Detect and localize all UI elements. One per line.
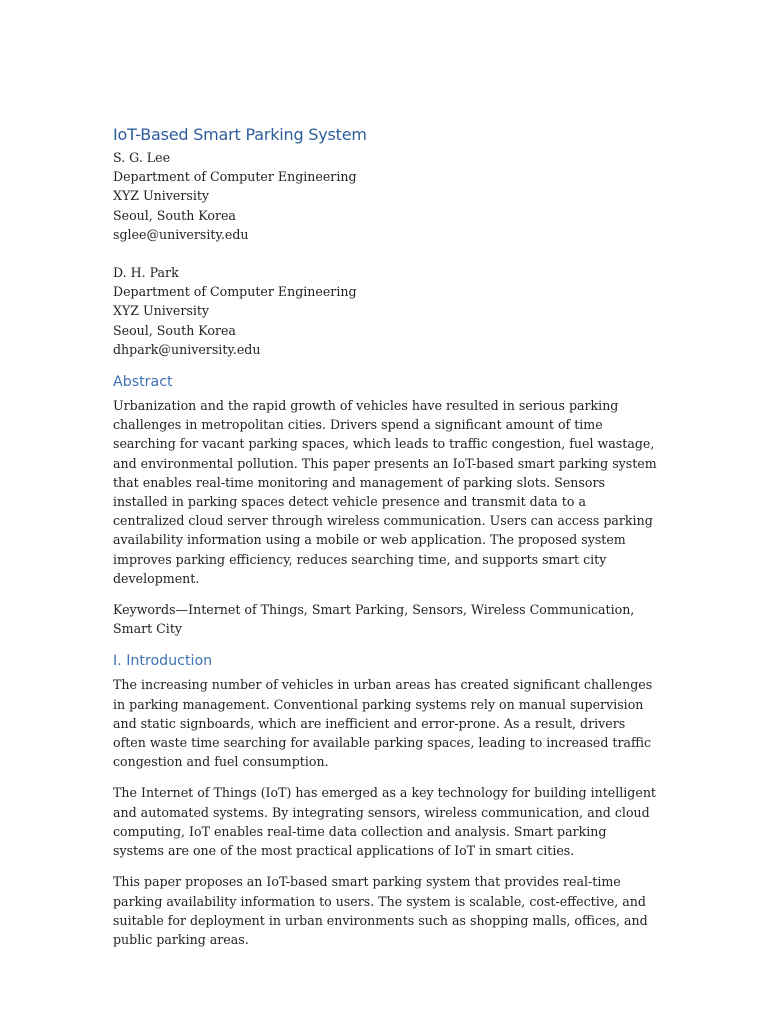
- abstract-heading: Abstract: [113, 374, 173, 391]
- introduction-section: [113, 651, 661, 949]
- author-department: Department of Computer Engineering: [113, 169, 357, 185]
- author-location: Seoul, South Korea: [113, 322, 236, 338]
- introduction-paragraph: The Internet of Things (IoT) has emerged as a key technology for building intelligent and automated systems. By integrating sensors, wireless communication, and cloud computing, IoT enables real-time data collection and analysis. Smart parking systems are one of the most practical applications of IoT in smart cities.: [113, 785, 656, 859]
- author-email: dhpark@university.edu: [113, 341, 261, 357]
- paper-title: IoT-Based Smart Parking System: [113, 125, 367, 144]
- author-university: XYZ University: [113, 188, 210, 204]
- introduction-heading: I. Introduction: [113, 653, 213, 670]
- abstract-text: Urbanization and the rapid growth of vehicles have resulted in serious parking challenges in metropolitan cities. Drivers spend a significant amount of time searching for vacant parking spaces, which leads to traffic congestion, fuel wastage, and environmental pollution. This paper presents an IoT-based smart parking system that enables real-time monitoring and management of parking slots. Sensors installed in parking spaces detect vehicle presence and transmit data to a centralized cloud server through wireless communication. Users can access parking availability information using a mobile or web application. The proposed system improves parking efficiency, reduces searching time, and supports smart city development.: [113, 398, 657, 586]
- introduction-paragraph: This paper proposes an IoT-based smart parking system that provides real-time parking availability information to users. The system is scalable, cost-effective, and suitable for deployment in urban environments such as shopping malls, offices, and public parking areas.: [113, 874, 648, 947]
- author-email: sglee@university.edu: [113, 226, 249, 242]
- author-name: D. H. Park: [113, 265, 179, 281]
- author-department: Department of Computer Engineering: [113, 284, 357, 300]
- author-block-2: [113, 263, 661, 359]
- keywords: Keywords—Internet of Things, Smart Parking, Sensors, Wireless Communication, Smart City: [113, 602, 635, 637]
- document-page: [113, 124, 661, 949]
- abstract-section: [113, 372, 661, 638]
- author-name: S. G. Lee: [113, 150, 171, 165]
- introduction-paragraph: The increasing number of vehicles in urban areas has created significant challenges in parking management. Conventional parking systems rely on manual supervision and static signboards, which are inefficient and error-prone. As a result, drivers often waste time searching for available parking spaces, leading to increased traffic congestion and fuel consumption.: [113, 677, 653, 770]
- author-university: XYZ University: [113, 303, 210, 319]
- author-location: Seoul, South Korea: [113, 207, 236, 223]
- author-block-1: [113, 148, 661, 244]
